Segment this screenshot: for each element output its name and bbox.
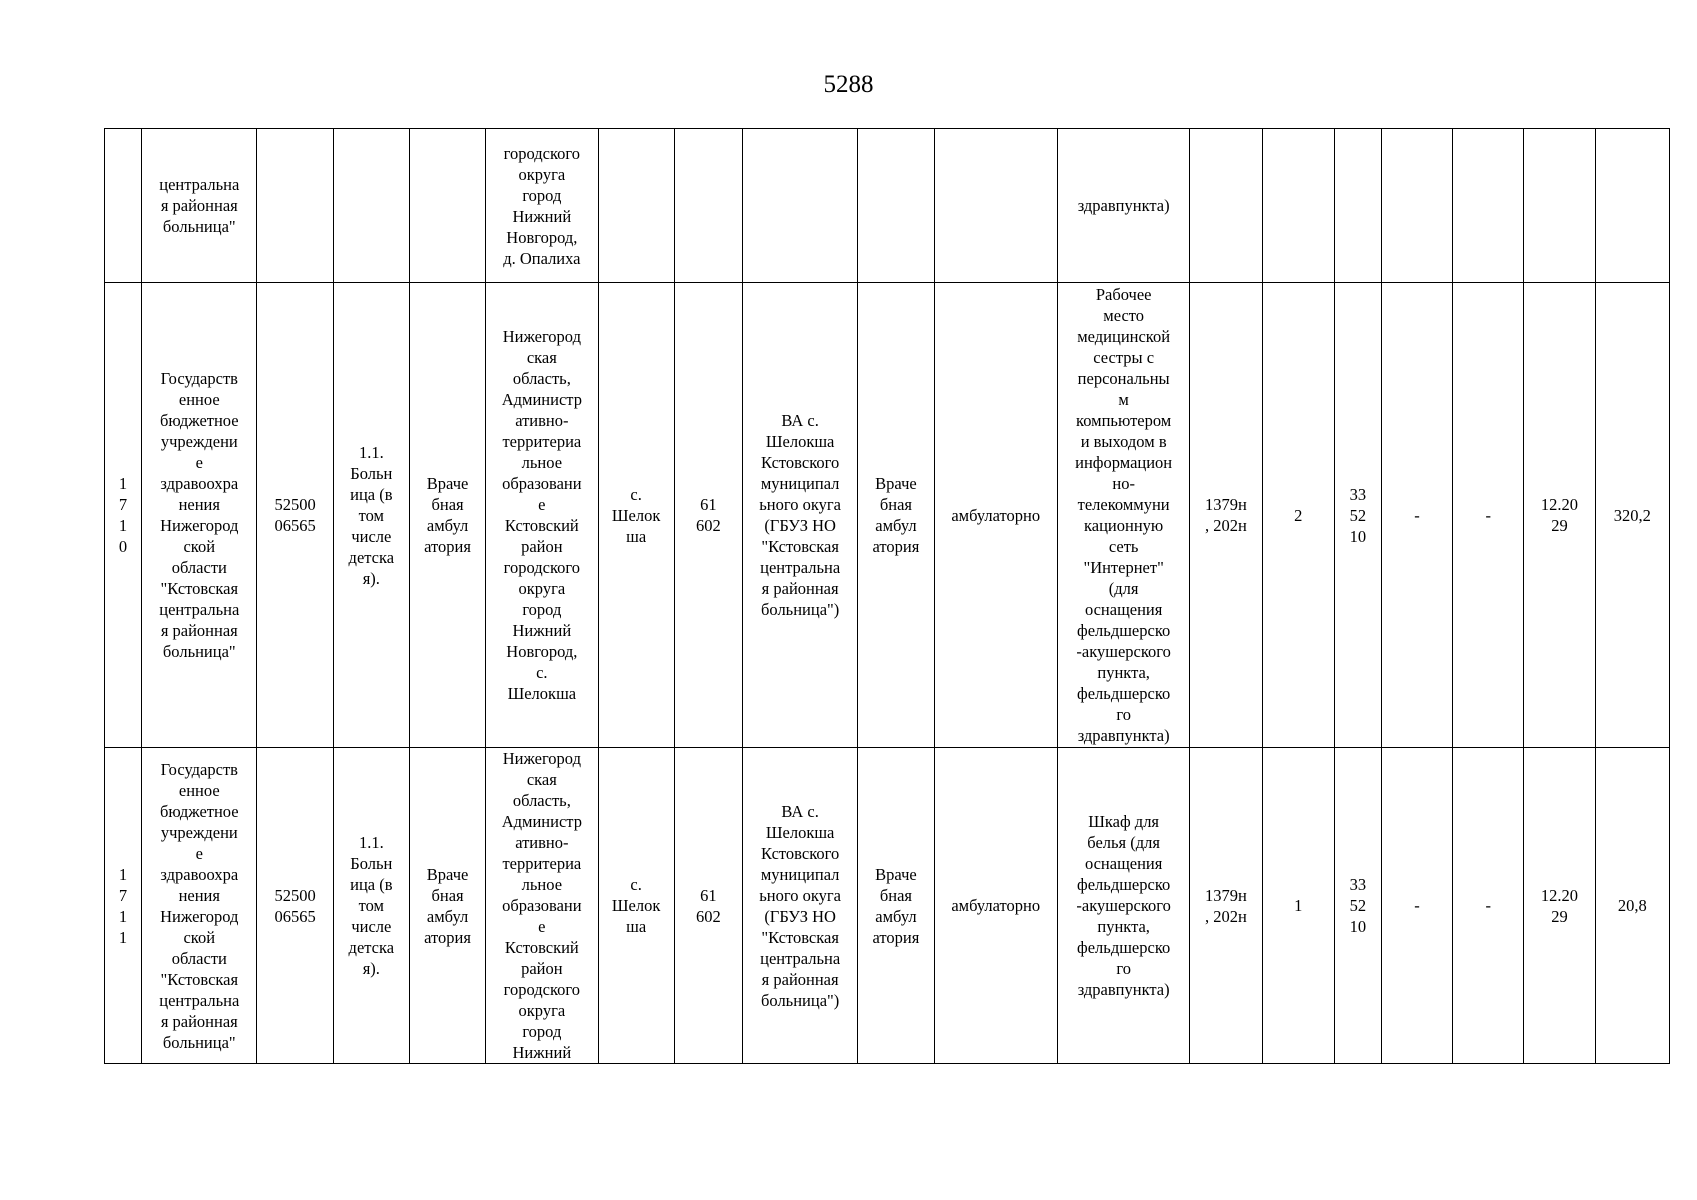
cell-equipment: Шкаф для белья (для оснащения фельдшерско -акушерского пункта, фельдшерско го здравпункта) [1057, 748, 1189, 1064]
cell-subtype: Враче бная амбул атория [409, 283, 485, 748]
cell-cost: 20,8 [1595, 748, 1669, 1064]
cell-address: Нижегород ская область, Администр ативно- территериа льное образовани е Кстовский район городского округа город Нижний Новгород, с. Шелокша [486, 283, 598, 748]
cell-num [105, 129, 142, 283]
cell-type: 1.1. Больн ица (в том числе детска я). [333, 283, 409, 748]
cell-date: 12.20 29 [1524, 283, 1595, 748]
cell-oktmo: 61 602 [674, 283, 742, 748]
cell-code: 33 52 10 [1334, 283, 1381, 748]
page-number: 5288 [823, 71, 874, 98]
cell-qty: 2 [1262, 283, 1334, 748]
cell-type [333, 129, 409, 283]
cell-inn: 52500 06565 [257, 748, 333, 1064]
cell-c2: - [1453, 283, 1524, 748]
cell-order: 1379н , 202н [1190, 748, 1262, 1064]
cell-oktmo [674, 129, 742, 283]
cell-code [1334, 129, 1381, 283]
cell-org: Государств енное бюджетное учреждени е здравоохра нения Нижегород ской области "Кстовская центральна я районная больница" [142, 748, 257, 1064]
cell-equipment: Рабочее место медицинской сестры с персональны м компьютером и выходом в информацион но- телекоммуни кационную сеть "Интернет" (для оснащения фельдшерско -акушерского пункта, фельдшерско го здравпункта) [1057, 283, 1189, 748]
cell-equipment: здравпункта) [1057, 129, 1189, 283]
cell-qty [1262, 129, 1334, 283]
cell-unit: ВА с. Шелокша Кстовского муниципал ьного окуга (ГБУЗ НО "Кстовская центральна я районная больница") [742, 748, 857, 1064]
cell-unit: ВА с. Шелокша Кстовского муниципал ьного окуга (ГБУЗ НО "Кстовская центральна я районная больница") [742, 283, 857, 748]
cell-address: Нижегород ская область, Администр ативно- территериа льное образовани е Кстовский район городского округа город Нижний [486, 748, 598, 1064]
table-row [105, 748, 1670, 1064]
cell-c1: - [1381, 748, 1452, 1064]
cell-locality: с. Шелок ша [598, 748, 674, 1064]
cell-order: 1379н , 202н [1190, 283, 1262, 748]
cell-org: центральна я районная больница" [142, 129, 257, 283]
cell-inn [257, 129, 333, 283]
cell-c2 [1453, 129, 1524, 283]
cell-unit-type: Враче бная амбул атория [858, 748, 934, 1064]
cell-num: 1 7 1 0 [105, 283, 142, 748]
cell-form: амбулаторно [934, 748, 1057, 1064]
cell-order [1190, 129, 1262, 283]
table-row [105, 129, 1670, 283]
cell-oktmo: 61 602 [674, 748, 742, 1064]
cell-unit [742, 129, 857, 283]
cell-c1 [1381, 129, 1452, 283]
cell-qty: 1 [1262, 748, 1334, 1064]
cell-cost: 320,2 [1595, 283, 1669, 748]
cell-form: амбулаторно [934, 283, 1057, 748]
table-row [105, 283, 1670, 748]
cell-c2: - [1453, 748, 1524, 1064]
cell-date: 12.20 29 [1524, 748, 1595, 1064]
cell-date [1524, 129, 1595, 283]
cell-unit-type: Враче бная амбул атория [858, 283, 934, 748]
cell-num: 1 7 1 1 [105, 748, 142, 1064]
cell-address: городского округа город Нижний Новгород, д. Опалиха [486, 129, 598, 283]
cell-locality: с. Шелок ша [598, 283, 674, 748]
cell-type: 1.1. Больн ица (в том числе детска я). [333, 748, 409, 1064]
cell-cost [1595, 129, 1669, 283]
cell-c1: - [1381, 283, 1452, 748]
cell-inn: 52500 06565 [257, 283, 333, 748]
cell-locality [598, 129, 674, 283]
cell-org: Государств енное бюджетное учреждени е здравоохра нения Нижегород ской области "Кстовская центральна я районная больница" [142, 283, 257, 748]
cell-unit-type [858, 129, 934, 283]
cell-form [934, 129, 1057, 283]
cell-code: 33 52 10 [1334, 748, 1381, 1064]
cell-subtype: Враче бная амбул атория [409, 748, 485, 1064]
cell-subtype [409, 129, 485, 283]
data-table [104, 128, 1670, 1064]
